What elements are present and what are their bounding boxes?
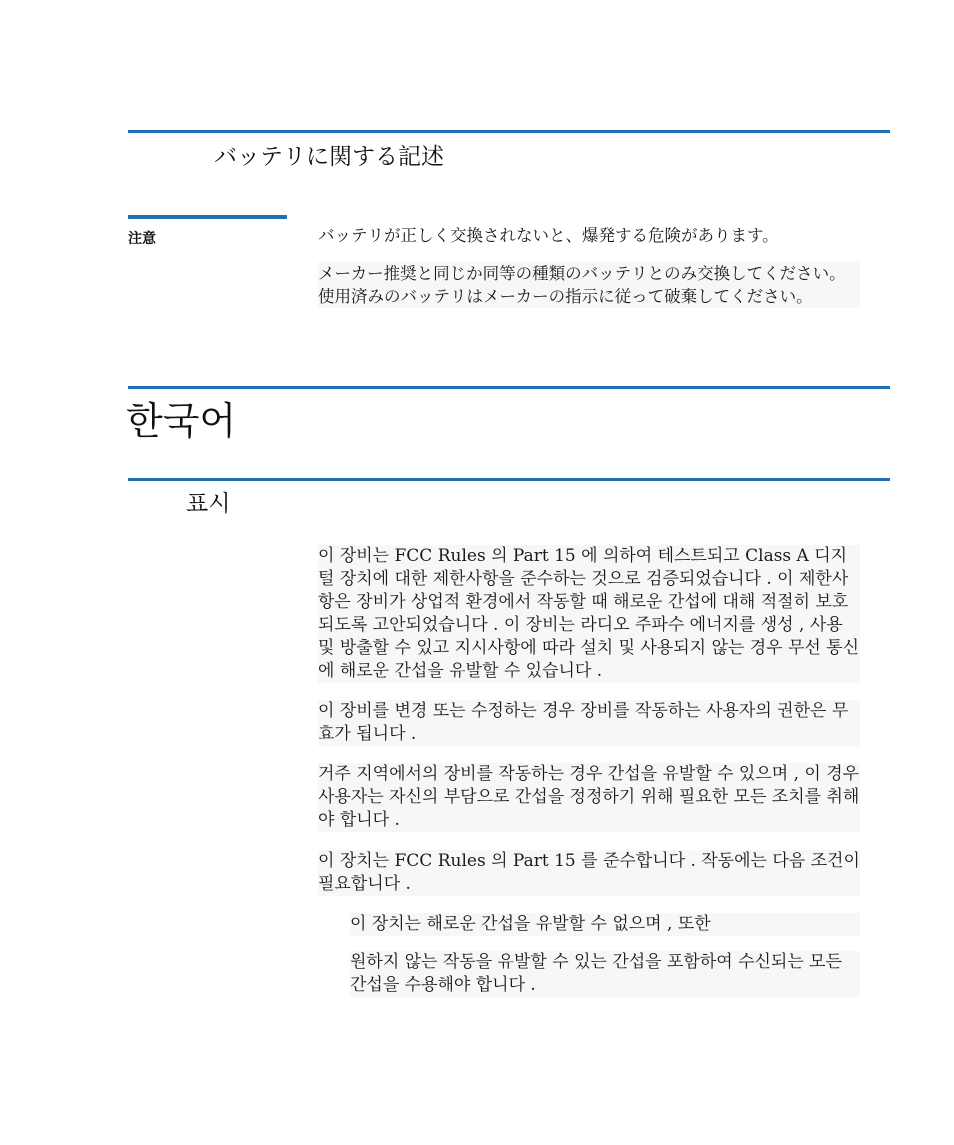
marking-heading: 표시 [186, 491, 231, 517]
condition-item: 원하지 않는 작동을 유발할 수 있는 간섭을 포함하여 수신되는 모든 간섭을 수용해야 합니다 . [350, 951, 860, 997]
section-rule-battery [128, 130, 890, 133]
section-rule-marking [128, 478, 890, 481]
caution-label: 注意 [128, 231, 156, 247]
battery-replacement-paragraph: メーカー推奨と同じか同等の種類のバッテリとのみ交換してください。使用済みのバッテリはメーカーの指示に従って破棄してください。 [318, 262, 860, 308]
residential-paragraph: 거주 지역에서의 장비를 작동하는 경우 간섭을 유발할 수 있으며 , 이 경우 사용자는 자신의 부담으로 간섭을 정정하기 위해 필요한 모든 조치를 취해야 합니다 . [318, 764, 860, 830]
modification-paragraph: 이 장비를 변경 또는 수정하는 경우 장비를 작동하는 사용자의 권한은 무효가 됩니다 . [318, 700, 860, 746]
battery-heading: バッテリに関する記述 [214, 144, 444, 170]
fcc-compliance-paragraph: 이 장비는 FCC Rules 의 Part 15 에 의하여 테스트되고 Class A 디지털 장치에 대한 제한사항을 준수하는 것으로 검증되었습니다 . 이 제한사항은 장비가 상업적 환경에서 작동할 때 해로운 간섭에 대해 적절히 보호되도록 고안되었습니다 . 이 장비는 라디오 주파수 에너지를 생성 , 사용 및 방출할 수 있고 지시사항에 따라 설치 및 사용되지 않는 경우 무선 통신에 해로운 간섭을 유발할 수 있습니다 . [318, 546, 860, 681]
note-rule [128, 215, 287, 219]
condition-item: 이 장치는 해로운 간섭을 유발할 수 없으며 , 또한 [350, 913, 860, 936]
korean-title: 한국어 [126, 399, 237, 443]
section-rule-korean [128, 386, 890, 389]
battery-warning-paragraph: バッテリが正しく交換されないと、爆発する危険があります。 [318, 226, 779, 245]
part15-paragraph: 이 장치는 FCC Rules 의 Part 15 를 준수합니다 . 작동에는 다음 조건이 필요합니다 . [318, 851, 860, 894]
